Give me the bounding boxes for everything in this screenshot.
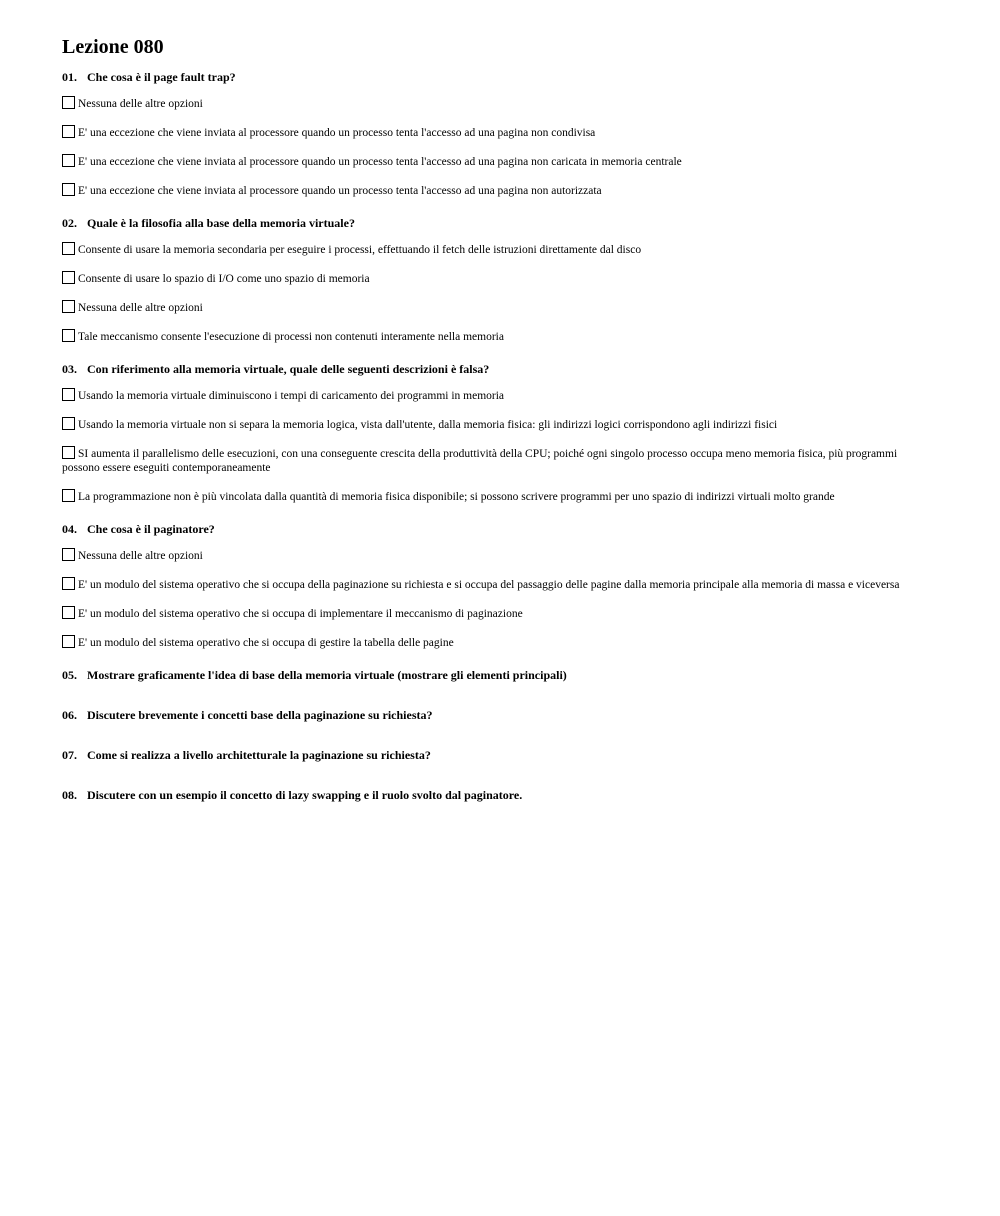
option-list: [62, 242, 932, 344]
answer-label: E' un modulo del sistema operativo che si occupa di implementare il meccanismo di paginazione: [78, 608, 523, 620]
answer-option: [62, 329, 932, 344]
question-number: 05.: [62, 668, 77, 682]
answer-option: [62, 577, 932, 592]
answer-label: Tale meccanismo consente l'esecuzione di processi non contenuti interamente nella memoria: [78, 331, 504, 343]
answer-label: Consente di usare la memoria secondaria per eseguire i processi, effettuando il fetch delle istruzioni direttamente dal disco: [78, 244, 642, 256]
question-heading: [62, 216, 932, 230]
answer-checkbox[interactable]: [62, 606, 75, 619]
answer-checkbox[interactable]: [62, 125, 75, 138]
question-number: 07.: [62, 748, 77, 762]
answer-label: E' un modulo del sistema operativo che si occupa della paginazione su richiesta e si occupa del passaggio delle pagine dalla memoria principale alla memoria di massa e viceversa: [78, 579, 900, 591]
question-number: 08.: [62, 788, 77, 802]
answer-label: E' una eccezione che viene inviata al processore quando un processo tenta l'accesso ad una pagina non condivisa: [78, 127, 596, 139]
answer-option: [62, 635, 932, 650]
question-number: 02.: [62, 216, 77, 230]
question-text: Come si realizza a livello architetturale la paginazione su richiesta?: [87, 748, 431, 762]
answer-option: [62, 548, 932, 563]
answer-label: Nessuna delle altre opzioni: [78, 302, 203, 314]
question-heading: [62, 668, 932, 682]
answer-label: La programmazione non è più vincolata dalla quantità di memoria fisica disponibile; si possono scrivere programmi per uno spazio di indirizzi virtuali molto grande: [78, 491, 835, 503]
question-list: [62, 70, 932, 802]
answer-label: Nessuna delle altre opzioni: [78, 98, 203, 110]
answer-checkbox[interactable]: [62, 489, 75, 502]
answer-checkbox[interactable]: [62, 183, 75, 196]
question-heading: [62, 522, 932, 536]
answer-option: [62, 446, 932, 475]
answer-option: [62, 300, 932, 315]
question-text: Che cosa è il page fault trap?: [87, 70, 236, 84]
answer-checkbox[interactable]: [62, 242, 75, 255]
question-number: 06.: [62, 708, 77, 722]
option-list: [62, 96, 932, 198]
question-heading: [62, 708, 932, 722]
question-7: [62, 748, 932, 762]
question-4: [62, 522, 932, 650]
answer-label: Usando la memoria virtuale diminuiscono i tempi di caricamento dei programmi in memoria: [78, 390, 505, 402]
answer-option: [62, 388, 932, 403]
answer-option: [62, 242, 932, 257]
answer-checkbox[interactable]: [62, 577, 75, 590]
answer-option: [62, 183, 932, 198]
option-list: [62, 388, 932, 504]
question-3: [62, 362, 932, 504]
quiz-page: [62, 34, 932, 828]
answer-checkbox[interactable]: [62, 635, 75, 648]
question-heading: [62, 748, 932, 762]
answer-option: [62, 489, 932, 504]
answer-option: [62, 125, 932, 140]
answer-checkbox[interactable]: [62, 329, 75, 342]
answer-label: SI aumenta il parallelismo delle esecuzioni, con una conseguente crescita della produttività della CPU; poiché ogni singolo processo occupa meno memoria fisica, più programmi possono essere eseguiti contemporaneamente: [62, 448, 898, 474]
answer-label: E' una eccezione che viene inviata al processore quando un processo tenta l'accesso ad una pagina non caricata in memoria centrale: [78, 156, 682, 168]
question-5: [62, 668, 932, 682]
answer-label: Usando la memoria virtuale non si separa la memoria logica, vista dall'utente, dalla memoria fisica: gli indirizzi logici corrispondono agli indirizzi fisici: [78, 419, 778, 431]
answer-option: [62, 96, 932, 111]
lesson-title: Lezione 080: [62, 36, 164, 58]
answer-label: Consente di usare lo spazio di I/O come uno spazio di memoria: [78, 273, 370, 285]
question-text: Discutere brevemente i concetti base della paginazione su richiesta?: [87, 708, 433, 722]
answer-checkbox[interactable]: [62, 96, 75, 109]
answer-checkbox[interactable]: [62, 154, 75, 167]
answer-checkbox[interactable]: [62, 300, 75, 313]
question-number: 03.: [62, 362, 77, 376]
question-text: Discutere con un esempio il concetto di lazy swapping e il ruolo svolto dal paginatore.: [87, 788, 523, 802]
answer-checkbox[interactable]: [62, 548, 75, 561]
answer-checkbox[interactable]: [62, 388, 75, 401]
question-text: Con riferimento alla memoria virtuale, quale delle seguenti descrizioni è falsa?: [87, 362, 490, 376]
answer-checkbox[interactable]: [62, 271, 75, 284]
question-text: Quale è la filosofia alla base della memoria virtuale?: [87, 216, 355, 230]
question-8: [62, 788, 932, 802]
question-heading: [62, 70, 932, 84]
question-text: Mostrare graficamente l'idea di base della memoria virtuale (mostrare gli elementi principali): [87, 668, 567, 682]
answer-option: [62, 606, 932, 621]
option-list: [62, 548, 932, 650]
answer-option: [62, 271, 932, 286]
question-number: 04.: [62, 522, 77, 536]
question-6: [62, 708, 932, 722]
answer-label: Nessuna delle altre opzioni: [78, 550, 203, 562]
question-heading: [62, 788, 932, 802]
answer-label: E' una eccezione che viene inviata al processore quando un processo tenta l'accesso ad una pagina non autorizzata: [78, 185, 602, 197]
question-2: [62, 216, 932, 344]
answer-checkbox[interactable]: [62, 417, 75, 430]
question-text: Che cosa è il paginatore?: [87, 522, 215, 536]
answer-label: E' un modulo del sistema operativo che si occupa di gestire la tabella delle pagine: [78, 637, 454, 649]
question-1: [62, 70, 932, 198]
answer-option: [62, 417, 932, 432]
answer-option: [62, 154, 932, 169]
answer-checkbox[interactable]: [62, 446, 75, 459]
question-number: 01.: [62, 70, 77, 84]
question-heading: [62, 362, 932, 376]
